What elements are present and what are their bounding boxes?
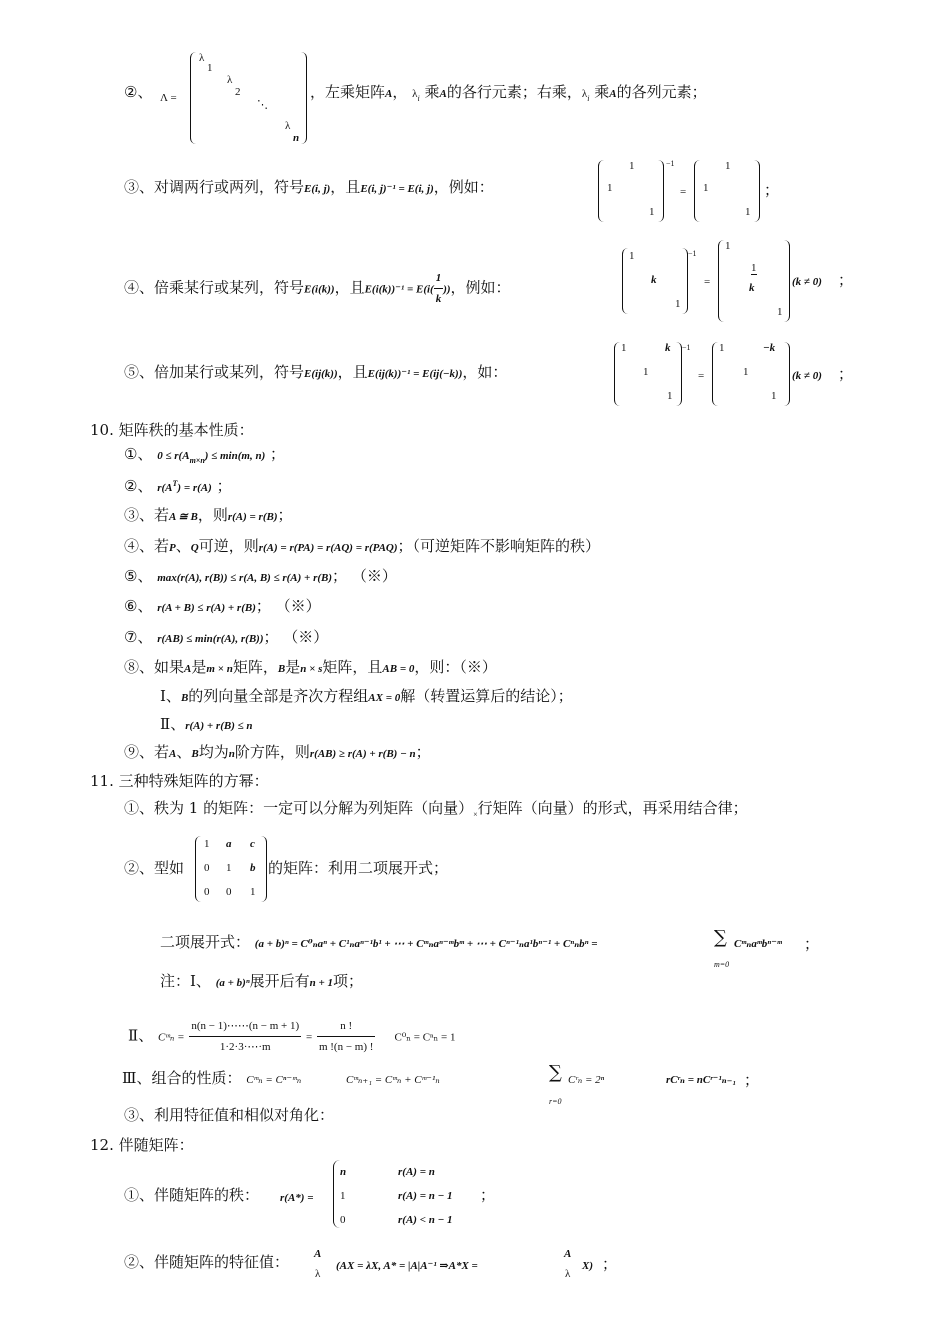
e: 1 [675,298,681,310]
den: λ [565,1268,571,1280]
A: A [385,88,393,100]
sum-lo: r=0 [549,1097,562,1106]
e: 0 [204,886,210,898]
diag-sn: n [293,132,300,144]
t: ； [838,365,854,383]
t: ； [744,1071,760,1089]
case: r(A) < n − 1 [398,1214,453,1226]
inv: −1 [666,159,675,168]
t: Ⅱ、 [128,1026,154,1045]
e: 1 [725,240,731,252]
frac-2 [317,1016,375,1057]
t: 均为 [198,743,229,761]
t: ，且 [330,178,361,196]
m: r(A [157,482,173,494]
t: ； [764,181,780,199]
A: A [609,88,617,100]
diag-l2: λ [227,74,233,86]
e: 1 [204,838,210,850]
diag-dots: ⋱ [257,99,268,111]
m: Cʳₙ = 2ⁿ [568,1074,605,1086]
m: A [169,748,177,760]
e: 1 [629,250,635,262]
A: A [439,88,447,100]
frac-1 [189,1016,301,1057]
s10-p7 [124,627,328,649]
t: ②、 [124,477,153,495]
note-1 [160,971,363,993]
e: 1 [725,160,731,172]
t: ； [602,1255,618,1273]
t: ，则：（※） [414,658,497,676]
eq: = [305,1031,313,1044]
t: （※） [275,597,321,615]
t: ， [392,83,408,101]
t: 矩阵，且 [322,658,383,676]
rel: )) [443,283,451,296]
s10-p8a [160,686,573,708]
m: 0 ≤ r(A [157,450,190,462]
t: 阶方阵，则 [234,743,310,761]
i: i [587,94,590,103]
m: (AX = λX, A* = |A|A⁻¹ ⇒A*X = [336,1260,478,1272]
e: c [250,838,255,850]
t: ，且 [337,363,368,381]
m: rCʳₙ = nCʳ⁻¹ₙ₋₁ [666,1074,737,1086]
m: (a + b)ⁿ = C⁰ₙaⁿ + C¹ₙaⁿ⁻¹b¹ + ⋯ + Cᵐₙaⁿ⁻ᵐbᵐ + ⋯ + Cⁿ⁻¹ₙa¹bⁿ⁻¹ + Cⁿₙbⁿ = [254,938,598,950]
t: ④、倍乘某行或某列，符号 [124,278,305,297]
E-ijk: E(ij(k)) [304,368,338,380]
case: n [340,1166,347,1178]
t: ； [332,567,348,585]
m: B [191,748,199,760]
num: n(n − 1)⋯⋯(n − m + 1) [189,1016,301,1037]
item-2-lambda [124,82,152,102]
t: ，则 [197,506,228,524]
t: ； [255,597,271,615]
e: 1 [226,862,232,874]
t: ，左乘矩阵 [310,83,386,101]
cond: (k ≠ 0) [792,370,822,382]
e: 0 [226,886,232,898]
scale-matrix-2 [718,240,790,322]
t: ①、秩为 1 的矩阵：一定可以分解为列矩阵（向量） [124,799,474,817]
m: B [180,692,189,704]
num: A [314,1248,322,1260]
m: X) [582,1260,593,1272]
diagonal-matrix [190,52,307,144]
swap-matrix-2 [694,160,760,222]
m: Cᵐₙaᵐbⁿ⁻ᵐ [734,938,782,950]
t: ，且 [334,278,365,297]
t: 可逆，则 [198,537,259,555]
t: ⑤、倍加某行或某列，符号 [124,363,305,381]
t: ； [216,477,232,495]
s10-p8b [160,714,253,736]
m: ) = r(A) [177,482,212,494]
e: a [226,838,232,850]
e: 1 [667,390,673,402]
case: 1 [340,1190,346,1202]
case: r(A) = n − 1 [398,1190,453,1202]
m: r(AB) ≥ r(A) + r(B) − n [309,748,416,760]
num: 1 [434,268,444,289]
swap-matrix [598,160,664,222]
upper-tri-matrix [195,836,267,902]
t: 展开后有 [249,972,310,990]
t: （※） [283,628,329,646]
t: ； [277,506,293,524]
m: (a + b)ⁿ [215,977,250,989]
diag-ln: λ [285,120,291,132]
m: B [277,663,286,675]
s10-p5 [124,566,397,588]
section-12-title: 12. 伴随矩阵： [90,1136,194,1154]
frac-a-lambda-2 [562,1244,573,1284]
t: ； [397,537,413,555]
times: × [473,810,478,819]
m: r(A) + r(B) ≤ n [185,720,253,732]
t: ，例如： [450,278,511,297]
e: k [651,274,657,286]
e: 1 [703,182,709,194]
t: ③、若 [124,506,170,524]
E-ik: E(i(k)) [304,283,335,296]
frac [434,268,444,309]
m: n [228,748,235,760]
e: 1 [250,886,256,898]
t: ； [263,628,279,646]
t: ③、对调两行或两列，符号 [124,178,305,196]
t: ⑨、若 [124,743,170,761]
s12-p2-marker: ②、伴随矩阵的特征值： [124,1253,290,1271]
m: m×n [189,456,205,465]
lambda-i: λ [412,88,418,100]
m: max(r(A), r(B)) ≤ r(A, B) ≤ r(A) + r(B) [157,572,333,584]
e: 1 [777,306,783,318]
diag-l1: λ [199,52,205,64]
t: ⑦、 [124,628,153,646]
m: A [184,663,192,675]
t: ，例如： [433,178,494,196]
scale-matrix [622,248,688,314]
s10-p3 [124,505,293,527]
note-2 [128,1016,455,1057]
t: 矩阵， [232,658,278,676]
m: A ≅ B [169,511,198,523]
t: ； [804,935,820,953]
case: r(A) = n [398,1166,435,1178]
s11-p2-text: 的矩阵：利用二项展开式； [268,859,449,877]
s11-p1 [124,798,748,825]
den: λ [315,1268,321,1280]
s10-p2 [124,474,232,498]
section-10-title: 10. 矩阵秩的基本性质： [90,421,254,439]
add-matrix [614,342,682,406]
t: 的各列元素； [616,83,707,101]
m: AX = 0 [368,692,401,704]
item-4 [124,268,511,309]
e: 0 [204,862,210,874]
m: r(A) = r(B) [227,511,278,523]
den: k [435,293,442,305]
diag-s1: 1 [207,62,213,74]
e: 1 [643,366,649,378]
t: （可逆矩阵不影响矩阵的秩） [412,537,601,555]
item-3 [124,177,494,199]
eq: = [704,276,711,288]
inv: −1 [688,249,697,258]
t: Ⅱ、 [160,715,186,733]
t: 行矩阵（向量）的形式，再采用结合律； [477,799,748,817]
m: n + 1 [309,977,334,989]
e: b [250,862,256,874]
t: 是 [285,658,301,676]
t: ④、若 [124,537,170,555]
t: 、 [175,537,191,555]
section-11-title: 11. 三种特殊矩阵的方幂： [90,772,269,790]
lambda-i: λ [581,88,588,100]
rel: E(i(k))⁻¹ = E(i( [364,283,434,296]
add-matrix-2 [712,342,790,406]
item-2-marker: ②、 [124,83,153,101]
m: Cᵐₙ = [157,1031,185,1044]
s10-p6 [124,596,321,618]
e: 1 [719,342,725,354]
e: k [665,342,671,354]
t: ⑧、如果 [124,658,185,676]
m: r(A + B) ≤ r(A) + r(B) [157,602,256,614]
lambda-lhs: Λ = [160,92,177,104]
num: n ! [317,1016,375,1037]
m: m × n [206,663,233,675]
t: 注：Ⅰ、 [160,972,211,990]
t: ； [480,1186,496,1204]
e: 1 [771,390,777,402]
m: C⁰ₙ = Cⁿₙ = 1 [394,1031,456,1044]
t: ①、 [124,445,153,463]
cond: (k ≠ 0) [792,276,822,288]
inv: −1 [682,343,691,352]
m: Cᵐₙ = Cⁿ⁻ᵐₙ [246,1074,302,1086]
t: （※） [351,567,397,585]
binomial [160,932,598,954]
m: ) ≤ min(m, n) [204,450,266,462]
t: 、 [176,743,192,761]
diag-s2: 2 [235,86,241,98]
e: 1 [751,262,757,274]
t: Ⅲ、组合的性质： [122,1069,242,1087]
s11-p3: ③、利用特征值和相似对角化： [124,1106,335,1124]
m: n × s [300,663,323,675]
s10-p4 [124,536,600,558]
m: r(AB) ≤ min(r(A), r(B)) [157,633,264,645]
eq: = [698,370,705,382]
rel: E(ij(k))⁻¹ = E(ij(−k)) [367,368,463,380]
cases-brace [333,1160,340,1228]
t: 二项展开式： [160,933,251,951]
e: 1 [649,206,655,218]
t: ⑥、 [124,597,153,615]
num: A [564,1248,572,1260]
s11-p2-marker: ②、型如 [124,859,185,877]
den: m !(n − m) ! [318,1041,374,1053]
t: 乘 [594,83,610,101]
e: 1 [621,342,627,354]
s12-p1-marker: ①、伴随矩阵的秩： [124,1186,260,1204]
s10-p8 [124,657,497,679]
E-ij-inverse: E(i, j)⁻¹ = E(i, j) [360,183,434,195]
e: −k [763,342,776,354]
m: AB = 0 [382,663,415,675]
t: ； [838,271,854,289]
t: Ⅰ、 [160,687,181,705]
t: 是 [191,658,207,676]
E-ij: E(i, j) [304,183,331,195]
e: 1 [743,366,749,378]
case: 0 [340,1214,346,1226]
note-3 [122,1068,440,1090]
m: r(A) = r(PA) = r(AQ) = r(PAQ) [258,542,398,554]
t: 乘 [424,83,440,101]
e: k [749,282,755,294]
t: ⑤、 [124,567,153,585]
t: ，如： [462,363,508,381]
sum-lo: m=0 [714,960,730,969]
den: 1·2·3·⋯·m [219,1041,271,1053]
m: Cᵐₙ₊₁ = Cᵐₙ + Cᵐ⁻¹ₙ [346,1074,440,1086]
e: 1 [629,160,635,172]
s10-p9 [124,742,431,764]
s10-p1 [124,444,285,471]
sum-icon: ∑ [714,927,727,948]
t: ； [270,445,286,463]
t: ； [415,743,431,761]
sum-icon: ∑ [549,1062,562,1083]
t: 的列向量全部是齐次方程组 [188,687,369,705]
t: 的各行元素；右乘， [446,83,582,101]
eq: = [680,186,687,198]
t: 解（转置运算后的结论）； [400,687,573,705]
m: r(A*) = [280,1192,314,1204]
t: 项； [333,972,364,990]
e: 1 [745,206,751,218]
frac-a-lambda [312,1244,323,1284]
item-2-text [310,82,707,109]
e: 1 [607,182,613,194]
m: Q [190,542,199,554]
m: T [172,479,178,488]
m: P [169,542,176,554]
i: i [417,94,420,103]
item-5 [124,362,507,384]
